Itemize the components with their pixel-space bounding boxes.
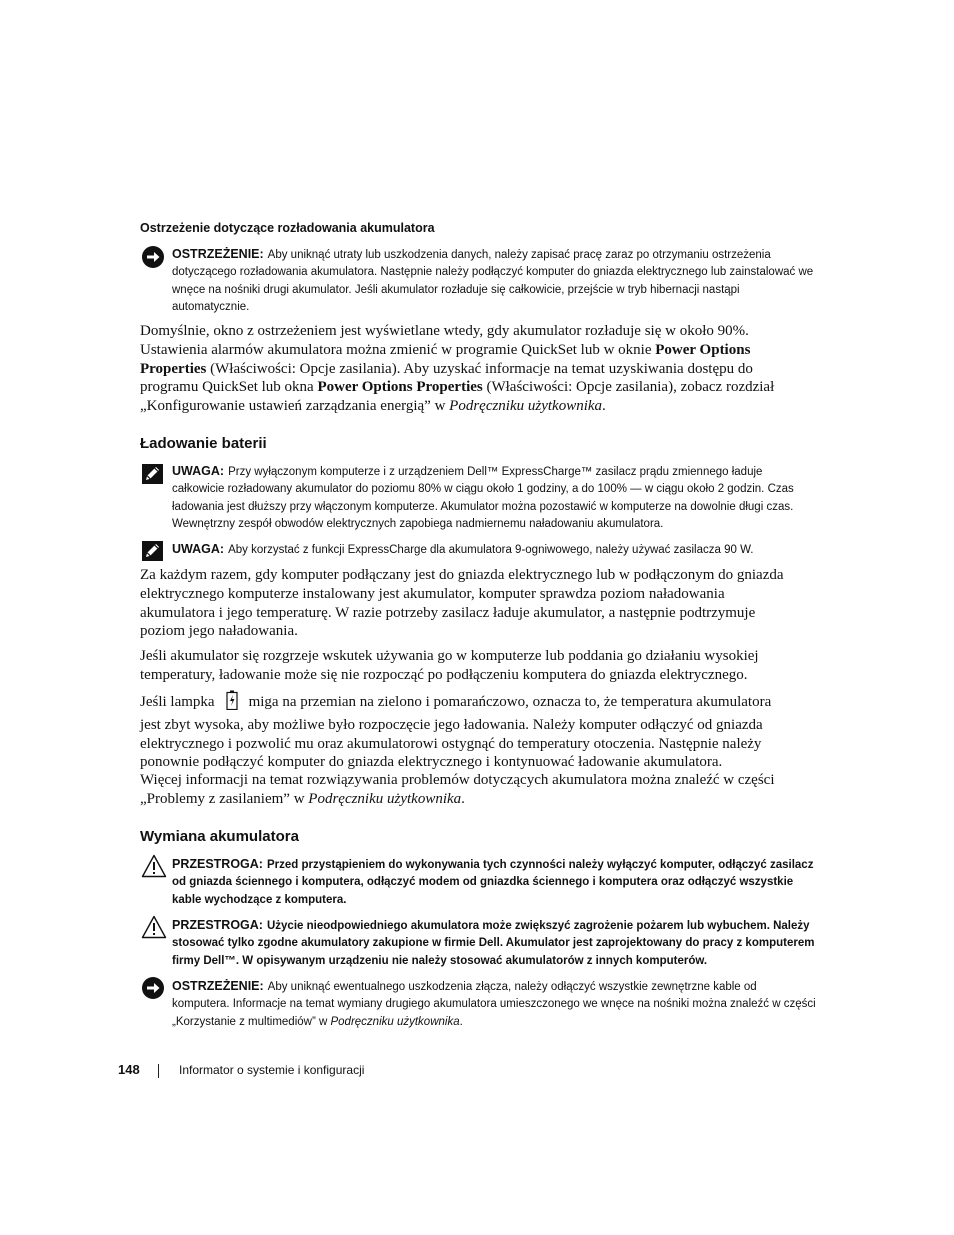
- note-text: Aby korzystać z funkcji ExpressCharge dla akumulatora 9-ogniwowego, należy używać zasilacza 90 W.: [228, 544, 754, 556]
- text-run: (Właściwości: Opcje zasilania), zobacz rozdział „Konfigurowanie ustawień zarządzania energią” w: [140, 379, 775, 415]
- paragraph-troubleshooting: [140, 771, 790, 809]
- heading-replace-battery: Wymiana akumulatora: [140, 828, 299, 845]
- subheading-low-battery-warning: Ostrzeżenie dotyczące rozładowania akumulatora: [140, 221, 435, 235]
- text-run: Więcej informacji na temat rozwiązywania problemów dotyczących akumulatora można znaleźć w części „Problemy z zasilaniem” w: [140, 772, 775, 807]
- caution-triangle-icon: [141, 915, 165, 939]
- text-run: miga na przemian na zielono i pomarańczowo, oznacza to, że temperatura akumulatora jest zbyt wysoka, aby możliwe było rozpoczęcie jego ładowania. Należy komputer odłączyć od gniazda elektrycznego i pozwolić mu oraz akumulatorowi ostygnąć do temperatury otoczenia. Następnie należy ponownie podłączyć komputer do gniazda elektrycznego i kontynuować ładowanie akumulatora.: [140, 694, 772, 771]
- caution-label: PRZESTROGA:: [172, 857, 263, 871]
- caution-power-off: [172, 856, 817, 909]
- text-run: Domyślnie, okno z ostrzeżeniem jest wyświetlane wtedy, gdy akumulator rozładuje się w około 90%. Ustawienia alarmów akumulatora można zmienić w programie QuickSet lub w oknie: [140, 323, 749, 358]
- text-run: .: [602, 398, 606, 415]
- book-title: Podręczniku użytkownika: [449, 398, 603, 415]
- book-title: Podręczniku użytkownika: [330, 1015, 460, 1028]
- notice-low-battery: [172, 246, 817, 316]
- notice-label: OSTRZEŻENIE:: [172, 247, 264, 261]
- footer-title: Informator o systemie i konfiguracji: [179, 1063, 365, 1077]
- note-label: UWAGA:: [172, 464, 225, 478]
- caution-compatible-battery: [172, 917, 817, 970]
- paragraph-alarm-settings: [140, 322, 790, 416]
- text-run: (Właściwości: Opcje zasilania). Aby uzyskać informacje na temat uzyskiwania dostępu do programu QuickSet lub okna: [140, 360, 753, 396]
- book-title: Podręczniku użytkownika: [308, 790, 462, 807]
- text-run: .: [461, 790, 465, 807]
- note-9-cell: [172, 541, 817, 559]
- paragraph-charging-check: Za każdym razem, gdy komputer podłączany jest do gniazda elektrycznego lub w podłączonym do gniazda elektrycznego komputerze instalowany jest akumulator, komputer sprawdza poziom naładowania akumulatora i jego temperaturę. W razie potrzeby zasilacz ładuje akumulator, a następnie podtrzymuje poziom jego naładowania.: [140, 567, 784, 640]
- notice-label: OSTRZEŻENIE:: [172, 979, 264, 993]
- heading-charging: Ładowanie baterii: [140, 435, 267, 452]
- note-label: UWAGA:: [172, 542, 225, 556]
- battery-status-light-icon: [215, 690, 249, 716]
- caution-text: Przed przystąpieniem do wykonywania tych czynności należy wyłączyć komputer, odłączyć zasilacz od gniazda ściennego i komputera, odłączyć modem od gniazdka ściennego i komputera oraz odłączyć wszystkie kable wychodzące z komputera.: [172, 859, 814, 906]
- text-run: Jeśli lampka: [140, 694, 215, 710]
- paragraph-overheat: Jeśli akumulator się rozgrzeje wskutek używania go w komputerze lub poddania go działaniu wysokiej temperatury, ładowanie może się nie rozpocząć po podłączeniu komputera do gniazda elektrycznego.: [140, 648, 759, 683]
- note-pencil-icon: [141, 463, 165, 487]
- note-expresscharge: [172, 463, 817, 533]
- note-text: Przy wyłączonym komputerze i z urządzeniem Dell™ ExpressCharge™ zasilacz prądu zmiennego ładuje całkowicie rozładowany akumulator do poziomu 80% w ciągu około 1 godziny, a do 100% — w ciągu około 2 godzin. Czas ładowania jest dłuższy przy włączonym komputerze. Akumulator można pozostawić w komputerze na dowolnie długi czas. Wewnętrzny zespół obwodów elektrycznych zapobiega nadmiernemu naładowaniu akumulatora.: [172, 466, 794, 530]
- notice-connector-damage: [172, 978, 817, 1031]
- caution-label: PRZESTROGA:: [172, 918, 263, 932]
- notice-text: Aby uniknąć utraty lub uszkodzenia danych, należy zapisać pracę zaraz po otrzymaniu ostrzeżenia dotyczącego rozładowania akumulatora. Następnie należy podłączyć komputer do gniazda elektrycznego lub zainstalować we wnęce na nośniki drugi akumulator. Jeśli akumulator rozładuje się całkowicie, przejście w tryb hibernacji nastąpi automatycznie.: [172, 249, 814, 313]
- note-pencil-icon: [141, 540, 165, 564]
- notice-text: Aby uniknąć ewentualnego uszkodzenia złącza, należy odłączyć wszystkie zewnętrzne kable od komputera. Informacje na temat wymiany drugiego akumulatora umieszczonego we wnęce na nośniki można znaleźć w części „Korzystanie z multimediów” w: [172, 981, 816, 1028]
- page-number: 148: [118, 1062, 140, 1077]
- notice-arrow-icon: [141, 245, 165, 269]
- caution-text: Użycie nieodpowiedniego akumulatora może zwiększyć zagrożenie pożarem lub wybuchem. Należy stosować tylko zgodne akumulatory zakupione w firmie Dell. Akumulator jest zaprojektowany do pracy z komputerem firmy Dell™. W opisywanym urządzeniu nie należy stosować akumulatorów z innych komputerów.: [172, 920, 815, 967]
- caution-triangle-icon: [141, 854, 165, 878]
- notice-arrow-icon: [141, 976, 165, 1000]
- ui-term-power-options: Power Options Properties: [317, 379, 483, 396]
- paragraph-status-light: [140, 690, 790, 772]
- ui-term-power-options: Power Options Properties: [140, 341, 751, 377]
- text-run: .: [459, 1015, 463, 1028]
- footer-divider: [158, 1064, 159, 1078]
